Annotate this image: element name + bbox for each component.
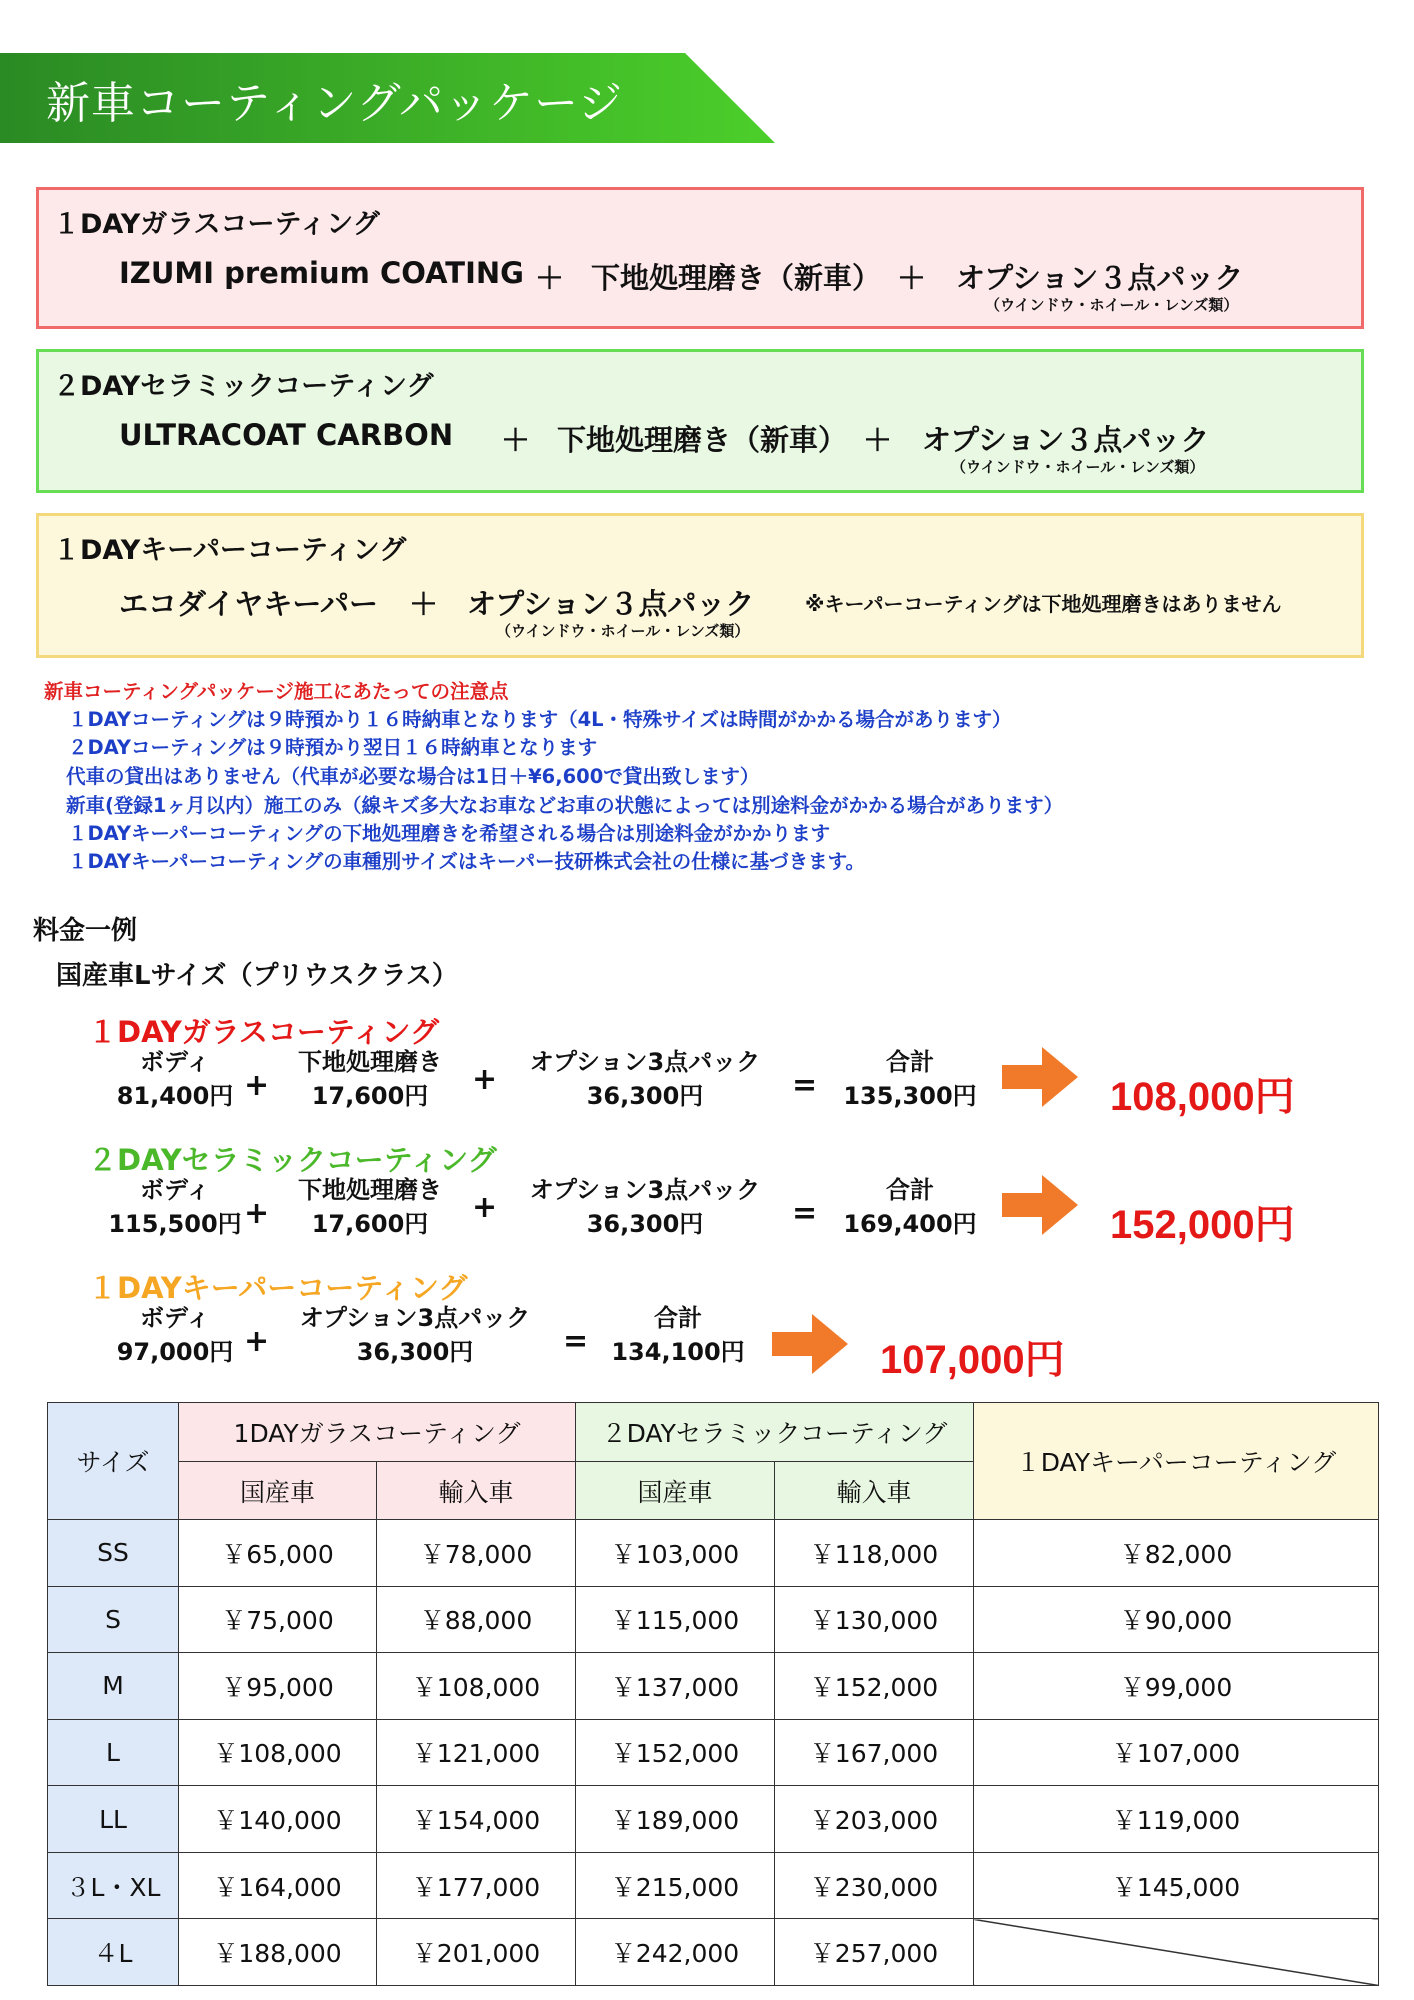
price-cell: ￥82,000 <box>974 1520 1379 1587</box>
prep-label: 下地処理磨き <box>298 1048 442 1076</box>
note-item: 代車の貸出はありません（代車が必要な場合は1日＋¥6,600で貸出致します） <box>66 765 760 788</box>
notes-title: 新車コーティングパッケージ施工にあたっての注意点 <box>44 680 509 703</box>
note-item: １DAYコーティングは９時預かり１６時納車となります（4L・特殊サイズは時間がかかる場合があります） <box>68 708 1012 731</box>
total-label: 合計 <box>654 1304 702 1332</box>
price-cell: ￥203,000 <box>775 1786 974 1853</box>
example-option <box>280 1301 550 1369</box>
plus-sign: + <box>472 1062 498 1097</box>
total-price: 135,300円 <box>843 1082 977 1110</box>
table-row <box>48 1653 1379 1720</box>
price-cell: ￥164,000 <box>179 1852 377 1919</box>
option-price: 36,300円 <box>586 1210 704 1238</box>
body-label: ボディ <box>139 1048 211 1076</box>
price-cell: ￥103,000 <box>576 1520 775 1587</box>
option-label: オプション3点パック <box>529 1176 761 1204</box>
header-domestic: 国産車 <box>179 1462 377 1520</box>
price-cell: ￥121,000 <box>377 1719 576 1786</box>
example-prep <box>270 1045 470 1113</box>
package-prep: 下地処理磨き（新車） <box>591 261 882 295</box>
note-item: ２DAYコーティングは９時預かり翌日１６時納車となります <box>68 736 598 759</box>
price-cell: ￥230,000 <box>775 1852 974 1919</box>
pricing-subheading: 国産車Lサイズ（プリウスクラス） <box>56 961 458 991</box>
price-table <box>47 1402 1379 1986</box>
equals-sign: = <box>563 1324 589 1359</box>
price-cell: ￥99,000 <box>974 1653 1379 1720</box>
plus-sign: ＋ <box>501 423 531 457</box>
size-cell: L <box>48 1719 179 1786</box>
plus-sign: ＋ <box>409 587 439 621</box>
package-option: オプション３点パック <box>467 587 755 621</box>
package-product: エコダイヤキーパー <box>119 587 378 621</box>
price-cell: ￥108,000 <box>377 1653 576 1720</box>
body-label: ボディ <box>139 1304 211 1332</box>
price-cell: ￥107,000 <box>974 1719 1379 1786</box>
price-cell: ￥119,000 <box>974 1786 1379 1853</box>
plus-sign: + <box>472 1190 498 1225</box>
price-cell: ￥167,000 <box>775 1719 974 1786</box>
table-row <box>48 1786 1379 1853</box>
example-option <box>510 1173 780 1241</box>
example-total <box>840 1045 980 1113</box>
total-label: 合計 <box>886 1176 934 1204</box>
price-cell: ￥75,000 <box>179 1586 377 1653</box>
price-cell: ￥78,000 <box>377 1520 576 1587</box>
package-option-note: （ウインドウ・ホイール・レンズ類） <box>951 458 1205 476</box>
header-imported: 輸入車 <box>775 1462 974 1520</box>
plus-sign: + <box>244 1068 270 1103</box>
table-row <box>48 1919 1379 1986</box>
pricing-heading: 料金一例 <box>33 916 138 946</box>
price-cell: ￥130,000 <box>775 1586 974 1653</box>
price-cell: ￥189,000 <box>576 1786 775 1853</box>
equals-sign: = <box>792 1068 818 1103</box>
price-cell: ￥140,000 <box>179 1786 377 1853</box>
note-item: １DAYキーパーコーティングの下地処理磨きを希望される場合は別途料金がかかります <box>68 822 831 845</box>
arrow-icon <box>1002 1047 1078 1107</box>
final-price: 108,000円 <box>1110 1075 1295 1119</box>
page-title: 新車コーティングパッケージ <box>46 78 624 129</box>
body-price: 115,500円 <box>108 1210 242 1238</box>
price-cell: ￥65,000 <box>179 1520 377 1587</box>
example-option <box>510 1045 780 1113</box>
table-row <box>48 1719 1379 1786</box>
package-option-note: （ウインドウ・ホイール・レンズ類） <box>985 296 1239 314</box>
empty-diagonal-cell <box>974 1919 1379 1986</box>
plus-sign: ＋ <box>897 261 927 295</box>
plus-sign: + <box>244 1324 270 1359</box>
price-cell: ￥215,000 <box>576 1852 775 1919</box>
example-body <box>100 1045 250 1113</box>
package-product: ULTRACOAT CARBON <box>119 418 454 452</box>
size-cell: S <box>48 1586 179 1653</box>
body-price: 81,400円 <box>116 1082 234 1110</box>
note-item: 新車(登録1ヶ月以内）施工のみ（線キズ多大なお車などお車の状態によっては別途料金がかかる場合があります） <box>66 794 1064 817</box>
package-option: オプション３点パック <box>922 423 1210 457</box>
price-cell: ￥90,000 <box>974 1586 1379 1653</box>
price-cell: ￥257,000 <box>775 1919 974 1986</box>
example-title: ２DAYセラミックコーティング <box>88 1143 497 1177</box>
price-cell: ￥118,000 <box>775 1520 974 1587</box>
example-body <box>100 1173 250 1241</box>
option-price: 36,300円 <box>356 1338 474 1366</box>
package-keeper <box>36 513 1364 658</box>
header-size: サイズ <box>48 1403 179 1520</box>
header-domestic: 国産車 <box>576 1462 775 1520</box>
price-cell: ￥201,000 <box>377 1919 576 1986</box>
size-cell: M <box>48 1653 179 1720</box>
price-cell: ￥88,000 <box>377 1586 576 1653</box>
header-ceramic: ２DAYセラミックコーティング <box>576 1403 974 1462</box>
example-body <box>100 1301 250 1369</box>
table-row <box>48 1586 1379 1653</box>
prep-price: 17,600円 <box>311 1082 429 1110</box>
price-cell: ￥188,000 <box>179 1919 377 1986</box>
final-price: 152,000円 <box>1110 1203 1295 1247</box>
size-cell: ３L・XL <box>48 1852 179 1919</box>
title-banner <box>0 53 775 143</box>
final-price: 107,000円 <box>880 1338 1065 1382</box>
price-cell: ￥145,000 <box>974 1852 1379 1919</box>
example-total <box>608 1301 748 1369</box>
table-row <box>48 1852 1379 1919</box>
price-cell: ￥152,000 <box>576 1719 775 1786</box>
example-title: １DAYガラスコーティング <box>88 1015 439 1049</box>
total-price: 169,400円 <box>843 1210 977 1238</box>
body-label: ボディ <box>139 1176 211 1204</box>
package-option: オプション３点パック <box>956 261 1244 295</box>
option-label: オプション3点パック <box>299 1304 531 1332</box>
package-title: ２DAYセラミックコーティング <box>53 371 434 402</box>
price-cell: ￥152,000 <box>775 1653 974 1720</box>
example-prep <box>270 1173 470 1241</box>
header-keeper: １DAYキーパーコーティング <box>974 1403 1379 1520</box>
price-cell: ￥137,000 <box>576 1653 775 1720</box>
size-cell: LL <box>48 1786 179 1853</box>
plus-sign: + <box>244 1196 270 1231</box>
option-price: 36,300円 <box>586 1082 704 1110</box>
table-row <box>48 1520 1379 1587</box>
price-cell: ￥154,000 <box>377 1786 576 1853</box>
arrow-icon <box>1002 1175 1078 1235</box>
total-price: 134,100円 <box>611 1338 745 1366</box>
example-total <box>840 1173 980 1241</box>
price-cell: ￥108,000 <box>179 1719 377 1786</box>
plus-sign: ＋ <box>535 261 565 295</box>
body-price: 97,000円 <box>116 1338 234 1366</box>
package-ceramic <box>36 349 1364 493</box>
price-cell: ￥95,000 <box>179 1653 377 1720</box>
package-product: IZUMI premium COATING <box>119 256 524 290</box>
package-prep: 下地処理磨き（新車） <box>557 423 848 457</box>
header-glass: 1DAYガラスコーティング <box>179 1403 576 1462</box>
example-title: １DAYキーパーコーティング <box>88 1271 468 1305</box>
header-imported: 輸入車 <box>377 1462 576 1520</box>
plus-sign: ＋ <box>863 423 893 457</box>
equals-sign: = <box>792 1196 818 1231</box>
total-label: 合計 <box>886 1048 934 1076</box>
size-cell: SS <box>48 1520 179 1587</box>
prep-label: 下地処理磨き <box>298 1176 442 1204</box>
price-cell: ￥242,000 <box>576 1919 775 1986</box>
arrow-icon <box>772 1314 848 1374</box>
price-cell: ￥115,000 <box>576 1586 775 1653</box>
package-title: １DAYガラスコーティング <box>53 209 380 240</box>
package-option-note: （ウインドウ・ホイール・レンズ類） <box>496 622 750 640</box>
size-cell: ４L <box>48 1919 179 1986</box>
option-label: オプション3点パック <box>529 1048 761 1076</box>
package-note: ※キーパーコーティングは下地処理磨きはありません <box>805 592 1282 616</box>
prep-price: 17,600円 <box>311 1210 429 1238</box>
note-item: １DAYキーパーコーティングの車種別サイズはキーパー技研株式会社の仕様に基づきます。 <box>68 850 866 873</box>
price-cell: ￥177,000 <box>377 1852 576 1919</box>
package-glass <box>36 187 1364 329</box>
package-title: １DAYキーパーコーティング <box>53 535 407 566</box>
